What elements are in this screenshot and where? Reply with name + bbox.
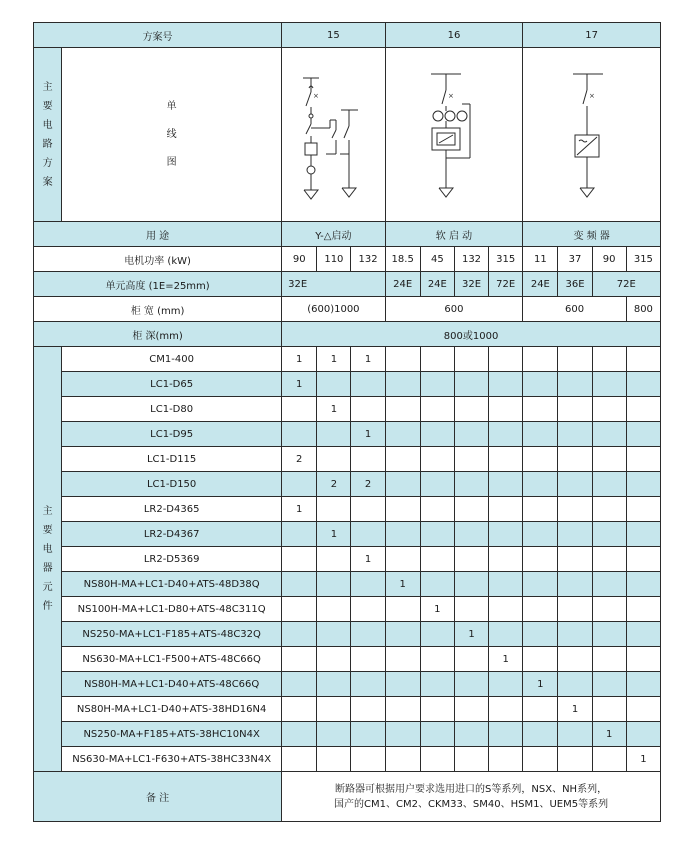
component-qty xyxy=(351,672,385,697)
component-qty xyxy=(351,647,385,672)
component-qty xyxy=(420,447,454,472)
component-qty xyxy=(317,372,351,397)
component-qty xyxy=(523,472,558,497)
component-qty xyxy=(385,497,420,522)
component-qty xyxy=(558,597,592,622)
component-qty xyxy=(489,397,523,422)
component-qty xyxy=(489,422,523,447)
component-name: NS80H-MA+LC1-D40+ATS-38HD16N4 xyxy=(62,697,282,722)
component-name: LR2-D4367 xyxy=(62,522,282,547)
component-qty: 1 xyxy=(317,522,351,547)
component-row xyxy=(34,372,661,397)
component-qty xyxy=(454,747,488,772)
component-qty xyxy=(317,422,351,447)
component-qty xyxy=(317,747,351,772)
component-qty xyxy=(626,547,660,572)
components-side-label: 主 要 电 器 元 件 xyxy=(34,347,62,772)
component-qty xyxy=(385,372,420,397)
main-circuit-label: 主 要 电 路 方 案 xyxy=(34,48,62,222)
component-qty xyxy=(351,447,385,472)
component-qty xyxy=(420,747,454,772)
component-qty xyxy=(626,597,660,622)
component-qty xyxy=(523,397,558,422)
svg-text:×: × xyxy=(589,92,596,100)
component-name: NS100H-MA+LC1-D80+ATS-48C311Q xyxy=(62,597,282,622)
component-qty xyxy=(523,497,558,522)
unit-height-cell: 24E xyxy=(385,272,420,297)
component-qty xyxy=(454,372,488,397)
component-qty xyxy=(626,672,660,697)
component-name: NS80H-MA+LC1-D40+ATS-48D38Q xyxy=(62,572,282,597)
power-row xyxy=(34,247,661,272)
component-qty xyxy=(282,397,317,422)
component-qty xyxy=(351,747,385,772)
component-qty xyxy=(523,622,558,647)
component-qty xyxy=(420,422,454,447)
component-qty xyxy=(454,347,488,372)
component-qty xyxy=(489,722,523,747)
component-qty xyxy=(420,572,454,597)
component-qty xyxy=(282,622,317,647)
component-name: LC1-D115 xyxy=(62,447,282,472)
component-qty xyxy=(592,672,626,697)
unit-height-cell: 36E xyxy=(558,272,592,297)
component-qty xyxy=(592,422,626,447)
component-qty xyxy=(558,397,592,422)
component-qty xyxy=(592,697,626,722)
component-row xyxy=(34,697,661,722)
power-cell: 18.5 xyxy=(385,247,420,272)
component-qty: 1 xyxy=(385,572,420,597)
component-qty xyxy=(420,722,454,747)
component-qty xyxy=(626,422,660,447)
vfd-diagram-icon xyxy=(523,48,660,221)
component-qty xyxy=(489,622,523,647)
component-row xyxy=(34,522,661,547)
component-name: LC1-D80 xyxy=(62,397,282,422)
component-qty xyxy=(592,572,626,597)
component-qty xyxy=(420,547,454,572)
component-qty xyxy=(558,447,592,472)
component-qty: 1 xyxy=(489,647,523,672)
component-qty xyxy=(489,472,523,497)
component-qty xyxy=(523,572,558,597)
unit-height-cell: 32E xyxy=(282,272,385,297)
component-qty xyxy=(489,497,523,522)
component-qty xyxy=(317,497,351,522)
width-label: 柜 宽 (mm) xyxy=(34,297,282,322)
component-qty xyxy=(454,672,488,697)
diagram-scheme-16 xyxy=(385,48,523,222)
component-row xyxy=(34,447,661,472)
usage-star-delta: Y-△启动 xyxy=(282,222,385,247)
component-qty xyxy=(454,597,488,622)
component-qty xyxy=(523,547,558,572)
component-qty xyxy=(558,572,592,597)
power-cell: 315 xyxy=(489,247,523,272)
component-qty: 1 xyxy=(420,597,454,622)
component-qty xyxy=(454,697,488,722)
component-qty: 1 xyxy=(282,497,317,522)
component-qty: 1 xyxy=(592,722,626,747)
depth-cell: 800或1000 xyxy=(282,322,661,347)
component-qty xyxy=(626,372,660,397)
component-qty xyxy=(317,647,351,672)
component-qty xyxy=(626,622,660,647)
component-qty xyxy=(626,347,660,372)
component-qty xyxy=(523,747,558,772)
component-qty xyxy=(626,522,660,547)
component-qty xyxy=(558,472,592,497)
component-qty xyxy=(592,597,626,622)
component-qty xyxy=(385,597,420,622)
component-qty xyxy=(592,647,626,672)
component-name: LR2-D5369 xyxy=(62,547,282,572)
power-label: 电机功率 (kW) xyxy=(34,247,282,272)
component-qty xyxy=(592,622,626,647)
component-qty xyxy=(558,747,592,772)
component-qty: 2 xyxy=(351,472,385,497)
component-qty xyxy=(420,522,454,547)
component-qty xyxy=(385,647,420,672)
component-qty xyxy=(351,622,385,647)
component-qty xyxy=(489,447,523,472)
component-row xyxy=(34,747,661,772)
component-qty xyxy=(523,422,558,447)
component-qty xyxy=(592,372,626,397)
power-cell: 315 xyxy=(626,247,660,272)
component-qty xyxy=(420,672,454,697)
component-qty: 1 xyxy=(351,547,385,572)
component-qty xyxy=(317,697,351,722)
component-qty xyxy=(385,397,420,422)
component-qty xyxy=(420,497,454,522)
component-qty xyxy=(385,347,420,372)
component-qty xyxy=(420,647,454,672)
component-qty xyxy=(454,522,488,547)
component-row xyxy=(34,397,661,422)
component-name: CM1-400 xyxy=(62,347,282,372)
width-cell: (600)1000 xyxy=(282,297,385,322)
component-qty xyxy=(385,697,420,722)
component-qty xyxy=(454,722,488,747)
component-qty xyxy=(282,522,317,547)
svg-text:×: × xyxy=(313,92,320,100)
component-qty xyxy=(351,372,385,397)
component-qty xyxy=(523,347,558,372)
usage-vfd: 变 频 器 xyxy=(523,222,661,247)
component-qty xyxy=(282,472,317,497)
unit-height-label: 单元高度 (1E=25mm) xyxy=(34,272,282,297)
component-qty xyxy=(489,372,523,397)
component-qty xyxy=(317,622,351,647)
component-qty xyxy=(489,697,523,722)
component-qty xyxy=(454,472,488,497)
component-qty xyxy=(558,647,592,672)
notes-line: 国产的CM1、CM2、CKM33、SM40、HSM1、UEM5等系列 xyxy=(334,798,609,810)
component-qty xyxy=(558,547,592,572)
power-cell: 11 xyxy=(523,247,558,272)
component-qty xyxy=(282,747,317,772)
component-qty xyxy=(282,722,317,747)
component-qty xyxy=(489,597,523,622)
component-qty xyxy=(558,422,592,447)
component-qty xyxy=(317,547,351,572)
component-qty xyxy=(454,572,488,597)
component-row xyxy=(34,547,661,572)
component-qty xyxy=(626,447,660,472)
component-qty xyxy=(489,522,523,547)
scheme-17: 17 xyxy=(523,23,661,48)
component-qty xyxy=(317,572,351,597)
component-name: NS250-MA+F185+ATS-38HC10N4X xyxy=(62,722,282,747)
component-row xyxy=(34,572,661,597)
component-qty: 1 xyxy=(523,672,558,697)
component-qty xyxy=(558,672,592,697)
component-qty xyxy=(558,497,592,522)
width-cell: 800 xyxy=(626,297,660,322)
component-row xyxy=(34,647,661,672)
notes-label: 备 注 xyxy=(34,772,282,822)
component-qty xyxy=(454,397,488,422)
power-cell: 110 xyxy=(317,247,351,272)
component-qty xyxy=(282,647,317,672)
component-qty xyxy=(592,497,626,522)
component-qty xyxy=(626,397,660,422)
header-row xyxy=(34,23,661,48)
component-qty xyxy=(351,397,385,422)
component-qty xyxy=(420,472,454,497)
component-qty: 1 xyxy=(282,372,317,397)
component-qty xyxy=(523,522,558,547)
component-qty xyxy=(385,522,420,547)
component-qty xyxy=(420,697,454,722)
component-qty xyxy=(317,447,351,472)
component-qty xyxy=(282,547,317,572)
component-qty xyxy=(558,622,592,647)
component-row xyxy=(34,622,661,647)
component-qty xyxy=(626,697,660,722)
depth-row xyxy=(34,322,661,347)
component-qty xyxy=(626,647,660,672)
usage-label: 用 途 xyxy=(34,222,282,247)
depth-label: 柜 深(mm) xyxy=(34,322,282,347)
diagram-scheme-17 xyxy=(523,48,661,222)
component-row xyxy=(34,672,661,697)
component-qty xyxy=(489,747,523,772)
component-qty xyxy=(523,722,558,747)
component-row xyxy=(34,497,661,522)
component-name: LC1-D95 xyxy=(62,422,282,447)
component-qty xyxy=(523,597,558,622)
component-qty xyxy=(626,472,660,497)
power-cell: 90 xyxy=(592,247,626,272)
star-delta-diagram-icon xyxy=(282,48,385,221)
component-qty xyxy=(351,522,385,547)
component-qty xyxy=(626,572,660,597)
width-row xyxy=(34,297,661,322)
scheme-16: 16 xyxy=(385,23,523,48)
component-qty xyxy=(626,497,660,522)
component-qty xyxy=(454,647,488,672)
notes-row xyxy=(34,772,661,822)
usage-row xyxy=(34,222,661,247)
component-qty xyxy=(489,672,523,697)
component-qty xyxy=(317,722,351,747)
component-qty xyxy=(385,422,420,447)
unit-height-cell: 72E xyxy=(489,272,523,297)
component-name: LR2-D4365 xyxy=(62,497,282,522)
unit-height-cell: 24E xyxy=(523,272,558,297)
component-qty xyxy=(626,722,660,747)
component-name: NS80H-MA+LC1-D40+ATS-48C66Q xyxy=(62,672,282,697)
power-cell: 45 xyxy=(420,247,454,272)
component-qty xyxy=(592,472,626,497)
component-qty: 1 xyxy=(282,347,317,372)
power-cell: 132 xyxy=(351,247,385,272)
component-qty xyxy=(592,347,626,372)
component-qty xyxy=(454,422,488,447)
notes-text xyxy=(282,772,661,822)
component-qty xyxy=(523,647,558,672)
component-qty xyxy=(592,522,626,547)
width-cell: 600 xyxy=(523,297,626,322)
component-qty xyxy=(282,422,317,447)
component-qty xyxy=(351,497,385,522)
component-qty xyxy=(385,472,420,497)
unit-height-cell: 24E xyxy=(420,272,454,297)
component-qty xyxy=(558,522,592,547)
component-qty xyxy=(385,747,420,772)
component-qty xyxy=(592,447,626,472)
component-qty xyxy=(592,547,626,572)
notes-line: 断路器可根据用户要求选用进口的S等系列，NSX、NH系列， xyxy=(335,783,608,795)
component-qty: 1 xyxy=(454,622,488,647)
component-qty xyxy=(592,397,626,422)
component-qty xyxy=(282,672,317,697)
component-qty xyxy=(420,372,454,397)
component-name: LC1-D150 xyxy=(62,472,282,497)
component-qty xyxy=(454,447,488,472)
component-qty xyxy=(420,622,454,647)
unit-height-cell: 32E xyxy=(454,272,488,297)
component-qty: 1 xyxy=(351,422,385,447)
single-line-label: 单 线 图 xyxy=(62,48,282,222)
component-qty xyxy=(454,497,488,522)
spec-table xyxy=(33,22,661,822)
component-qty xyxy=(317,672,351,697)
component-row xyxy=(34,472,661,497)
unit-height-cell: 72E xyxy=(592,272,660,297)
component-name: NS250-MA+LC1-F185+ATS-48C32Q xyxy=(62,622,282,647)
component-qty xyxy=(385,547,420,572)
component-qty xyxy=(523,372,558,397)
component-qty xyxy=(454,547,488,572)
component-qty xyxy=(592,747,626,772)
component-qty xyxy=(420,347,454,372)
component-name: LC1-D65 xyxy=(62,372,282,397)
power-cell: 90 xyxy=(282,247,317,272)
component-row xyxy=(34,422,661,447)
component-qty: 1 xyxy=(351,347,385,372)
svg-text:×: × xyxy=(447,92,454,100)
component-qty: 1 xyxy=(558,697,592,722)
component-rows xyxy=(34,347,661,772)
component-qty: 1 xyxy=(317,397,351,422)
component-qty xyxy=(282,597,317,622)
scheme-label: 方案号 xyxy=(34,23,282,48)
usage-soft-start: 软 启 动 xyxy=(385,222,523,247)
component-qty: 2 xyxy=(282,447,317,472)
scheme-15: 15 xyxy=(282,23,385,48)
component-qty xyxy=(385,447,420,472)
component-name: NS630-MA+LC1-F630+ATS-38HC33N4X xyxy=(62,747,282,772)
component-qty xyxy=(317,597,351,622)
component-qty xyxy=(523,447,558,472)
component-qty xyxy=(558,372,592,397)
diagram-scheme-15 xyxy=(282,48,385,222)
component-qty xyxy=(489,347,523,372)
component-qty xyxy=(282,572,317,597)
power-cell: 37 xyxy=(558,247,592,272)
unit-height-row xyxy=(34,272,661,297)
component-qty xyxy=(489,572,523,597)
component-row xyxy=(34,347,661,372)
component-qty xyxy=(420,397,454,422)
width-cell: 600 xyxy=(385,297,523,322)
component-qty xyxy=(351,722,385,747)
power-cell: 132 xyxy=(454,247,488,272)
component-qty xyxy=(385,722,420,747)
component-qty: 1 xyxy=(317,347,351,372)
component-qty: 2 xyxy=(317,472,351,497)
component-qty xyxy=(558,722,592,747)
component-qty xyxy=(351,572,385,597)
component-row xyxy=(34,722,661,747)
component-qty xyxy=(385,622,420,647)
diagram-row xyxy=(34,48,661,222)
component-qty xyxy=(558,347,592,372)
component-qty xyxy=(385,672,420,697)
component-name: NS630-MA+LC1-F500+ATS-48C66Q xyxy=(62,647,282,672)
component-row xyxy=(34,597,661,622)
component-qty xyxy=(351,597,385,622)
component-qty xyxy=(282,697,317,722)
soft-starter-diagram-icon xyxy=(386,48,523,221)
component-qty xyxy=(489,547,523,572)
component-qty xyxy=(523,697,558,722)
component-qty xyxy=(351,697,385,722)
component-qty: 1 xyxy=(626,747,660,772)
